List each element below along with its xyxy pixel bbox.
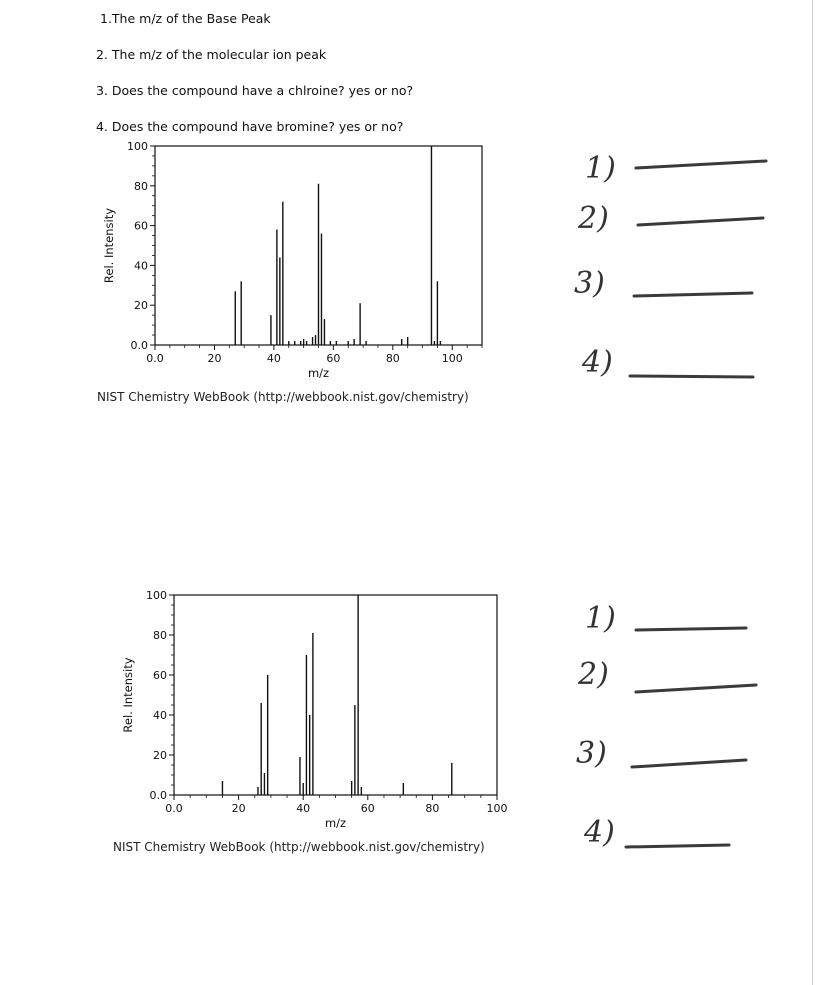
question-2: 2. The m/z of the molecular ion peak (96, 47, 327, 62)
chart-2-x-axis-label: m/z (324, 816, 347, 830)
chart-1-xtick-label: 100 (441, 352, 463, 365)
chart-1-xtick-label: 40 (266, 352, 281, 365)
question-4: 4. Does the compound have bromine? yes or no? (96, 119, 404, 134)
answer-label-3a: 3) (574, 266, 605, 301)
chart-1-xtick-label: 80 (385, 352, 400, 365)
chart-2-y-axis-label: Rel. Intensity (121, 657, 135, 733)
chart-2-xtick-label: 80 (425, 802, 440, 815)
chart-1-x-axis-label: m/z (307, 366, 330, 380)
chart-1-xtick-label: 0.0 (146, 352, 164, 365)
answer-line-3a[interactable] (634, 293, 752, 296)
chart-1-y-axis-label: Rel. Intensity (102, 207, 116, 284)
answer-label-4b: 4) (584, 815, 615, 850)
question-3: 3. Does the compound have a chlroine? yes or no? (96, 83, 414, 98)
chart-2-ytick-label: 0.0 (149, 789, 167, 802)
chart-1-ytick-label: 40 (134, 259, 148, 273)
chart-1-ytick-label: 80 (134, 179, 148, 193)
answer-label-1a: 1) (585, 151, 616, 186)
chart-1-xtick-label: 60 (326, 352, 341, 365)
chart-2-xtick-label: 0.0 (165, 802, 183, 815)
answer-line-2b[interactable] (636, 685, 756, 692)
chart-2-xtick-label: 20 (231, 802, 246, 815)
chart-2-ytick-label: 40 (153, 709, 167, 722)
answer-line-1b[interactable] (636, 628, 746, 630)
chart-2-credit: NIST Chemistry WebBook (http://webbook.nist.gov/chemistry) (113, 840, 485, 854)
chart-1-ytick-label: 0.0 (130, 339, 148, 352)
answer-line-3b[interactable] (632, 760, 746, 767)
chart-1-credit: NIST Chemistry WebBook (http://webbook.nist.gov/chemistry) (97, 390, 469, 404)
answer-line-1a[interactable] (636, 161, 766, 168)
answer-label-2a: 2) (578, 201, 609, 236)
answer-label-3b: 3) (576, 736, 607, 771)
chart-2-ytick-label: 60 (153, 669, 167, 682)
answer-label-1b: 1) (585, 601, 616, 636)
chart-2-xtick-label: 40 (296, 802, 311, 815)
answer-line-4b[interactable] (626, 845, 729, 847)
answer-label-2b: 2) (578, 657, 609, 692)
chart-2-xtick-label: 100 (486, 802, 508, 815)
answer-line-4a[interactable] (630, 376, 753, 377)
chart-2-xtick-label: 60 (360, 802, 375, 815)
chart-1-ytick-label: 60 (134, 219, 148, 233)
chart-1-xtick-label: 20 (207, 352, 222, 365)
chart-1-ytick-label: 20 (134, 299, 148, 313)
question-1: 1.The m/z of the Base Peak (100, 11, 271, 26)
answer-line-2a[interactable] (638, 218, 763, 225)
chart-1-ytick-label: 100 (127, 140, 148, 153)
chart-2-ytick-label: 80 (153, 629, 167, 642)
page-edge (812, 0, 813, 985)
chart-2-ytick-label: 20 (153, 749, 167, 762)
chart-2-ytick-label: 100 (146, 589, 167, 602)
answer-label-4a: 4) (582, 345, 613, 380)
